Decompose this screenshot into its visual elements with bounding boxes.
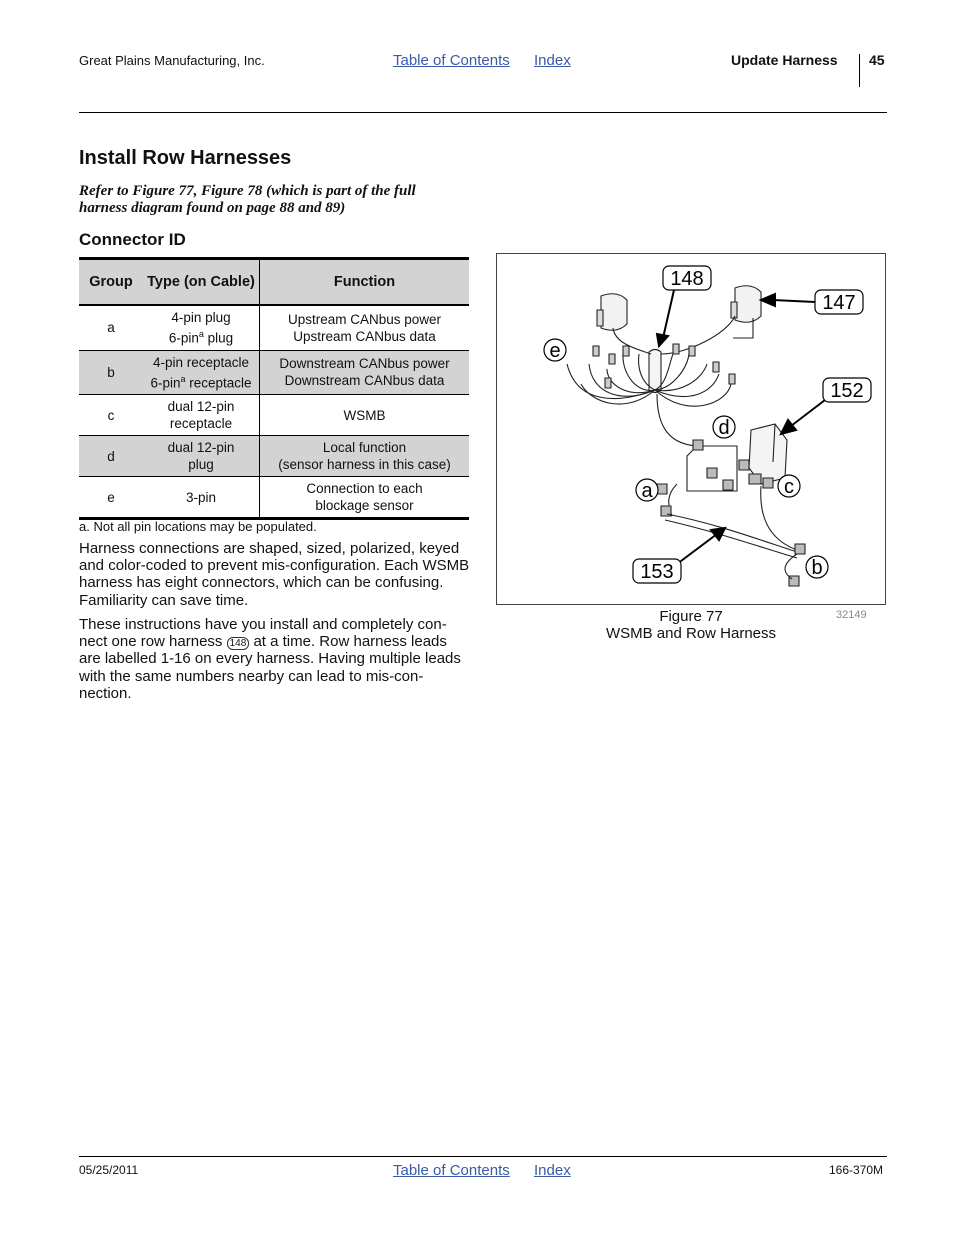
paragraph: Harness connections are shaped, sized, polarized, keyed and color-coded to prevent mis-configuration. Each WSMB harness has eight connectors, which can be confusing. Familiarity can save time. [79,540,470,609]
header-rule [79,112,887,113]
figure-caption: Figure 77 WSMB and Row Harness [605,608,777,642]
ref-148-badge: 148 [227,637,250,650]
svg-text:147: 147 [822,292,856,314]
callout-152 [823,378,871,402]
intro-text: Refer to Figure 77, Figure 78 (which is part of the full harness diagram found on page 88 and 89) [79,183,416,216]
subsection-title: Connector ID [79,230,186,249]
callout-a [636,479,658,502]
svg-text:153: 153 [640,561,674,583]
callout-153 [633,559,681,583]
svg-text:148: 148 [670,268,704,290]
figure-id: 32149 [836,609,867,621]
svg-text:e: e [549,340,561,362]
footer-doc-number: 166-370M [829,1163,884,1177]
callout-147 [815,290,863,314]
connector-table [79,257,469,520]
cell-type: 4-pin receptacle 6-pin$^a$ receptacle [143,350,260,395]
cell-type: dual 12-pin receptacle [143,395,260,436]
callout-148 [663,266,711,290]
cell-group: b [79,350,143,395]
harness-illustration [497,254,887,606]
footer-date: 05/25/2011 [79,1163,139,1177]
company-name: Great Plains Manufacturing, Inc. [79,53,265,68]
cell-group: d [79,436,143,477]
cell-type: 3-pin [143,477,260,519]
svg-text:d: d [718,417,730,439]
cell-function: Local function (sensor harness in this case) [260,436,470,477]
cell-type: 4-pin plug 6-pin$^a$ plug [143,305,260,350]
table-row [79,395,469,436]
cell-function: Upstream CANbus power Upstream CANbus data [260,305,470,350]
footer-rule [79,1156,887,1157]
callout-b [806,556,828,579]
table-footnote: a. Not all pin locations may be populated. [79,519,317,534]
callout-c [778,475,800,498]
page-title: Install Row Harnesses [79,147,292,169]
footer-toc-link[interactable]: Table of Contents [393,1162,510,1179]
svg-text:152: 152 [830,380,864,402]
header-type: Type (on Cable) [143,259,260,306]
header-toc-link[interactable]: Table of Contents [393,52,510,69]
callout-e [544,339,566,362]
svg-text:c: c [784,476,794,498]
paragraph: These instructions have you install and completely con-nect one row harness 148 at a time. Row harness leads are labelled 1-16 on every harness. Having multiple leads with the same numbers nearby can lead to mis-con-nection. [79,616,461,702]
cell-function: WSMB [260,395,470,436]
header-index-link[interactable]: Index [534,52,571,69]
header-divider [859,54,860,87]
cell-type: dual 12-pin plug [143,436,260,477]
page-number: 45 [869,52,885,68]
table-row [79,350,469,395]
harness-figure [496,253,886,605]
section-title: Update Harness [731,52,838,68]
cell-group: e [79,477,143,519]
cell-function: Connection to each blockage sensor [260,477,470,519]
table-row [79,477,469,519]
table-row [79,436,469,477]
svg-text:b: b [811,557,823,579]
cell-function: Downstream CANbus power Downstream CANbus data [260,350,470,395]
table-row [79,305,469,350]
header-group: Group [79,259,143,306]
cell-group: a [79,305,143,350]
callout-d [713,416,735,439]
footer-index-link[interactable]: Index [534,1162,571,1179]
svg-text:a: a [641,480,653,502]
cell-group: c [79,395,143,436]
header-function: Function [260,259,470,306]
